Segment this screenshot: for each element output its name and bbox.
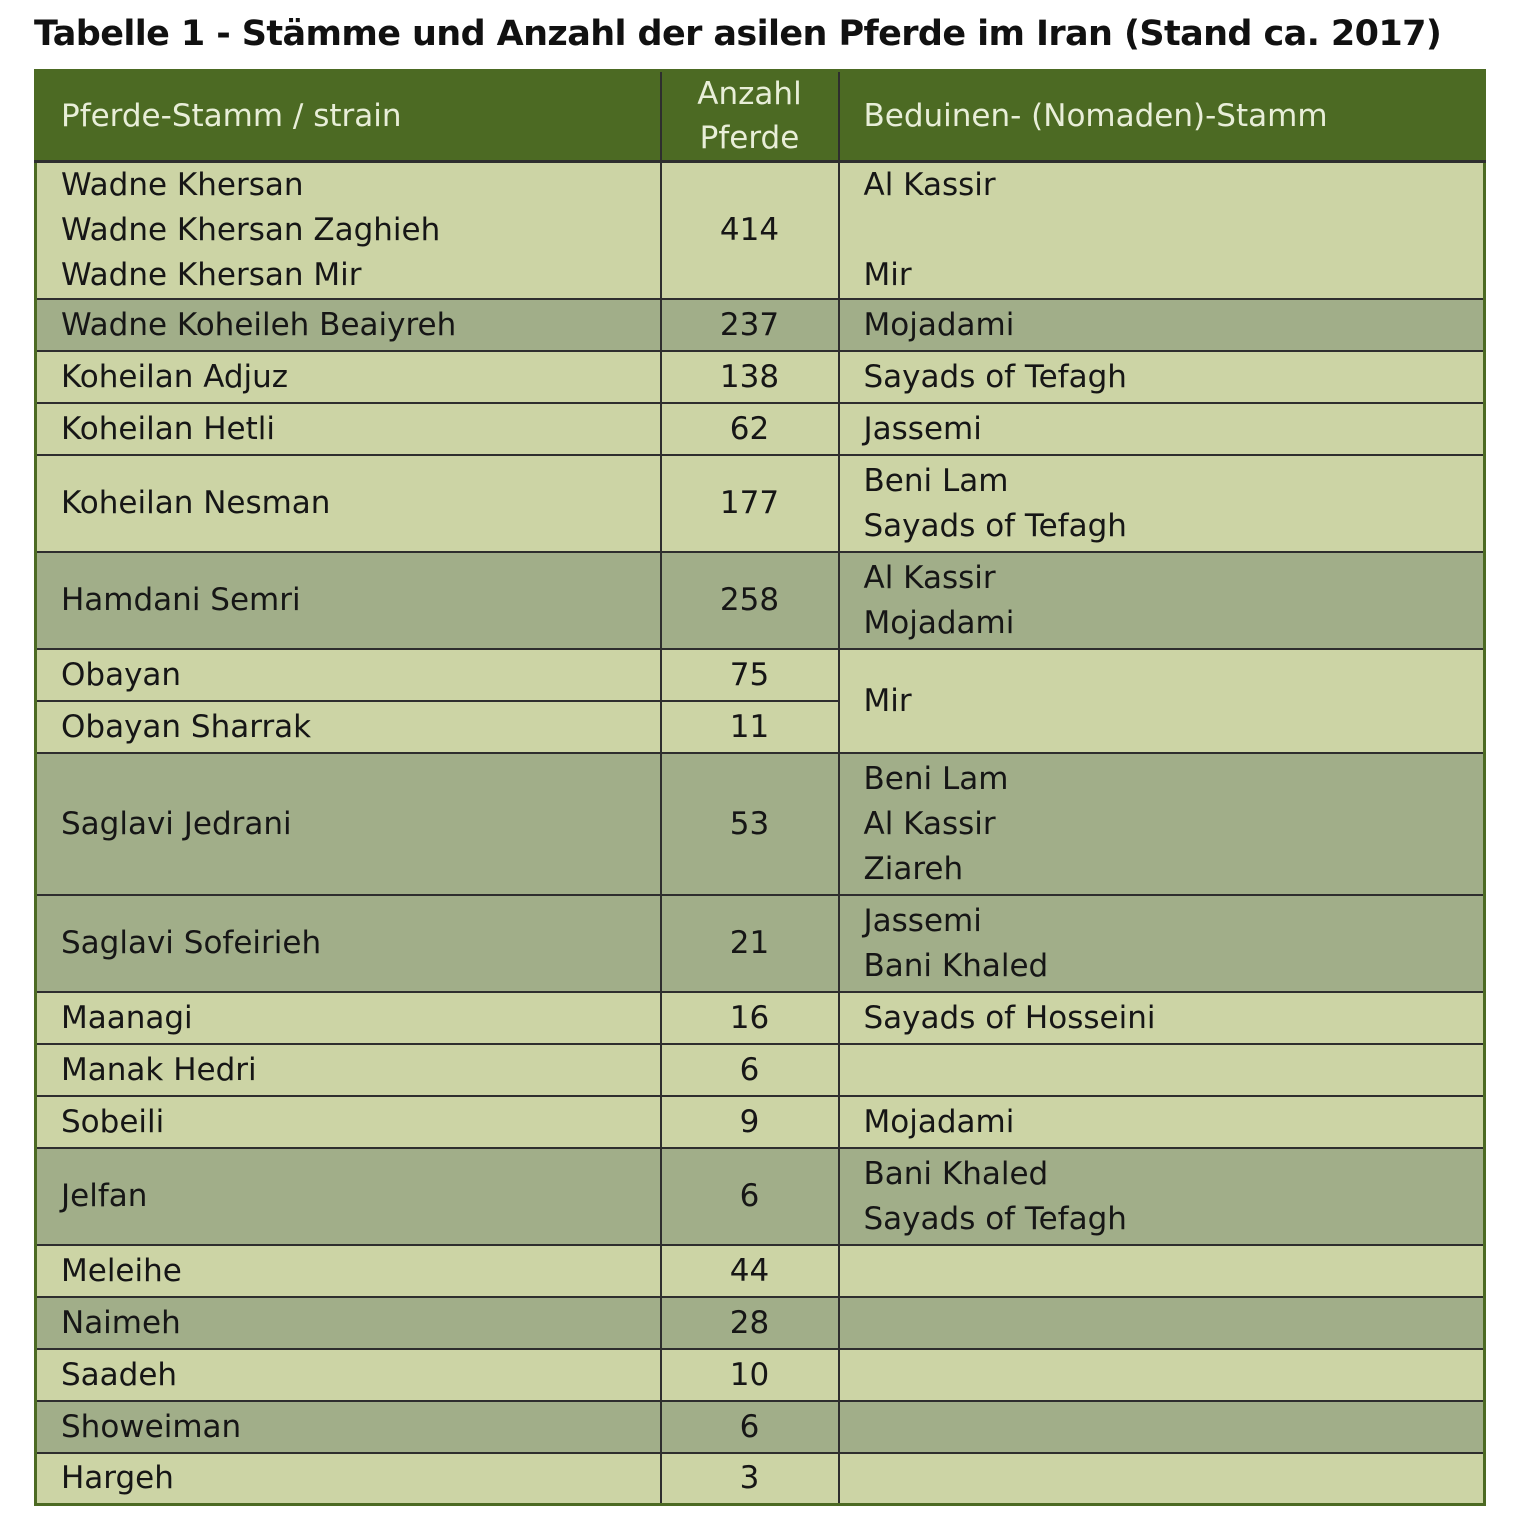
tribe-cell: [839, 1044, 1485, 1096]
count-cell: 44: [661, 1245, 839, 1297]
count-cell: 258: [661, 552, 839, 649]
table-row: [36, 1096, 1485, 1148]
tribe-cell: [839, 552, 1485, 649]
count-cell: 62: [661, 403, 839, 455]
strain-cell: Maanagi: [36, 992, 661, 1044]
header-strain: Pferde-Stamm / strain: [36, 71, 661, 162]
table-row: [36, 1401, 1485, 1453]
strain-cell: Hargeh: [36, 1453, 661, 1504]
table-title: Tabelle 1 - Stämme und Anzahl der asilen Pferde im Iran (Stand ca. 2017): [34, 14, 1442, 54]
tribe-name: Beni Lam: [863, 462, 1009, 499]
table-row: [36, 162, 1485, 300]
table-row: [36, 895, 1485, 992]
table-row: [36, 992, 1485, 1044]
strain-cell: Obayan Sharrak: [36, 701, 661, 753]
table-row: [36, 403, 1485, 455]
tribe-cell: Jassemi: [839, 403, 1485, 455]
tribe-name: Mir: [863, 257, 912, 293]
tribe-cell: Mojadami: [839, 1096, 1485, 1148]
header-tribe: Beduinen- (Nomaden)-Stamm: [839, 71, 1485, 162]
tribe-cell: [839, 1245, 1485, 1297]
tribe-name: Jassemi: [863, 902, 982, 939]
table-row: [36, 1245, 1485, 1297]
count-cell: 16: [661, 992, 839, 1044]
count-cell: 138: [661, 351, 839, 403]
strain-cell: Saglavi Jedrani: [36, 753, 661, 895]
strain-cell: Jelfan: [36, 1148, 661, 1245]
tribe-spacer: [864, 208, 1484, 253]
table-row: [36, 1297, 1485, 1349]
strain-cell: Sobeili: [36, 1096, 661, 1148]
tribe-name: Beni Lam: [863, 760, 1009, 797]
table-row: [36, 649, 1485, 701]
tribe-cell: Mir: [839, 649, 1485, 753]
count-cell: 3: [661, 1453, 839, 1504]
count-cell: 11: [661, 701, 839, 753]
table-row: [36, 1044, 1485, 1096]
tribe-name: Mojadami: [863, 604, 1015, 641]
strain-cell: Showeiman: [36, 1401, 661, 1453]
horse-strains-table: [34, 69, 1486, 1506]
strain-cell: Hamdani Semri: [36, 552, 661, 649]
count-cell: 10: [661, 1349, 839, 1401]
strain-name: Wadne Khersan: [61, 167, 304, 203]
tribe-cell: [839, 1401, 1485, 1453]
count-cell: 6: [661, 1148, 839, 1245]
tribe-cell: [839, 1349, 1485, 1401]
table-header-row: [36, 71, 1485, 162]
tribe-cell: [839, 1297, 1485, 1349]
tribe-name: Bani Khaled: [863, 1155, 1049, 1192]
count-cell: 9: [661, 1096, 839, 1148]
strain-cell: Wadne Koheileh Beaiyreh: [36, 299, 661, 351]
header-count: [661, 71, 839, 162]
table-row: [36, 1349, 1485, 1401]
table-row: [36, 1453, 1485, 1504]
strain-cell: [36, 162, 661, 300]
table-row: [36, 552, 1485, 649]
header-count-line2: Pferde: [699, 120, 800, 156]
count-cell: 75: [661, 649, 839, 701]
tribe-cell: [839, 895, 1485, 992]
count-cell: 237: [661, 299, 839, 351]
strain-cell: Meleihe: [36, 1245, 661, 1297]
table-row: [36, 1148, 1485, 1245]
tribe-cell: [839, 1453, 1485, 1504]
count-cell: 6: [661, 1044, 839, 1096]
tribe-name: Al Kassir: [863, 805, 996, 842]
count-cell: 21: [661, 895, 839, 992]
tribe-name: Al Kassir: [863, 167, 996, 203]
tribe-name: Al Kassir: [863, 559, 996, 596]
strain-cell: Obayan: [36, 649, 661, 701]
tribe-cell: Mojadami: [839, 299, 1485, 351]
tribe-cell: [839, 455, 1485, 552]
table-row: [36, 455, 1485, 552]
tribe-name: Bani Khaled: [863, 947, 1049, 984]
tribe-cell: [839, 1148, 1485, 1245]
table-row: [36, 753, 1485, 895]
table-row: [36, 351, 1485, 403]
strain-name: Wadne Khersan Zaghieh: [61, 212, 441, 248]
strain-cell: Koheilan Adjuz: [36, 351, 661, 403]
tribe-cell: Sayads of Tefagh: [839, 351, 1485, 403]
strain-cell: Saadeh: [36, 1349, 661, 1401]
tribe-name: Sayads of Tefagh: [863, 507, 1127, 544]
strain-cell: Naimeh: [36, 1297, 661, 1349]
header-count-line1: Anzahl: [697, 76, 802, 112]
count-cell: 28: [661, 1297, 839, 1349]
strain-cell: Koheilan Nesman: [36, 455, 661, 552]
strain-cell: Koheilan Hetli: [36, 403, 661, 455]
count-cell: 6: [661, 1401, 839, 1453]
tribe-cell: [839, 753, 1485, 895]
tribe-cell: [839, 162, 1485, 300]
tribe-cell: Sayads of Hosseini: [839, 992, 1485, 1044]
tribe-name: Sayads of Tefagh: [863, 1200, 1127, 1237]
strain-cell: Saglavi Sofeirieh: [36, 895, 661, 992]
table-row: [36, 299, 1485, 351]
tribe-name: Ziareh: [863, 850, 964, 887]
count-cell: 177: [661, 455, 839, 552]
strain-cell: Manak Hedri: [36, 1044, 661, 1096]
count-cell: 53: [661, 753, 839, 895]
strain-name: Wadne Khersan Mir: [61, 257, 362, 293]
count-cell: 414: [661, 162, 839, 300]
